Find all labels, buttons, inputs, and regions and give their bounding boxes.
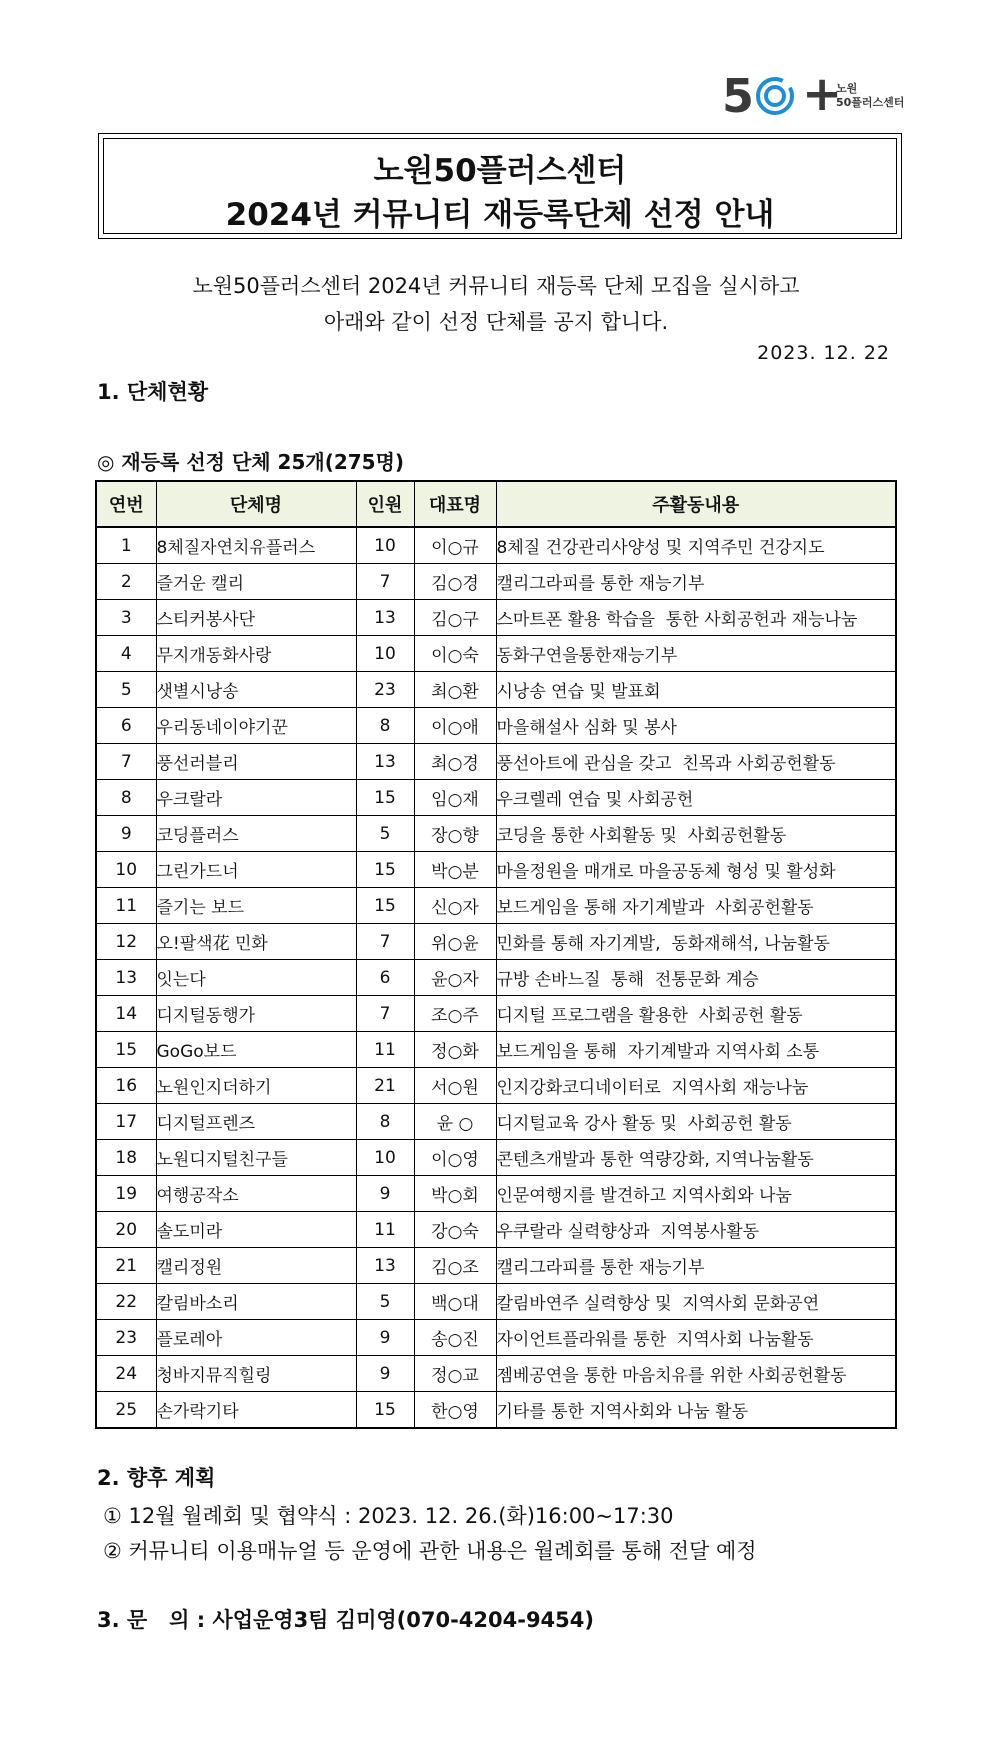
cell-no: 22 bbox=[96, 1284, 156, 1320]
cell-member-count: 15 bbox=[356, 1392, 414, 1429]
cell-member-count: 23 bbox=[356, 672, 414, 708]
table-row bbox=[96, 924, 896, 960]
cell-activity: 우크렐레 연습 및 사회공헌 bbox=[496, 780, 896, 816]
logo-number: 5 bbox=[722, 69, 755, 123]
section-3-contact: 3. 문 의 : 사업운영3팀 김미영(070-4204-9454) bbox=[97, 1608, 594, 1632]
plan-item-1: ① 12월 월례회 및 협약식 : 2023. 12. 26.(화)16:00~17:30 bbox=[103, 1504, 674, 1528]
cell-representative: 이○숙 bbox=[414, 636, 496, 672]
cell-activity: 마을해설사 심화 및 봉사 bbox=[496, 708, 896, 744]
cell-group-name: 스티커봉사단 bbox=[156, 600, 356, 636]
logo-line2: 50플러스센터 bbox=[836, 96, 905, 109]
table-row bbox=[96, 1320, 896, 1356]
cell-activity: 8체질 건강관리사양성 및 지역주민 건강지도 bbox=[496, 527, 896, 564]
cell-no: 23 bbox=[96, 1320, 156, 1356]
cell-representative: 윤 ○ bbox=[414, 1104, 496, 1140]
cell-representative: 정○교 bbox=[414, 1356, 496, 1392]
table-row bbox=[96, 708, 896, 744]
cell-member-count: 9 bbox=[356, 1356, 414, 1392]
cell-no: 2 bbox=[96, 564, 156, 600]
cell-group-name: 노원인지더하기 bbox=[156, 1068, 356, 1104]
cell-representative: 백○대 bbox=[414, 1284, 496, 1320]
cell-no: 20 bbox=[96, 1212, 156, 1248]
table-row bbox=[96, 600, 896, 636]
cell-group-name: 여행공작소 bbox=[156, 1176, 356, 1212]
cell-representative: 이○규 bbox=[414, 527, 496, 564]
cell-activity: 캘리그라피를 통한 재능기부 bbox=[496, 564, 896, 600]
section-2-heading: 2. 향후 계획 bbox=[97, 1466, 216, 1490]
cell-member-count: 5 bbox=[356, 1284, 414, 1320]
header-activity: 주활동내용 bbox=[496, 481, 896, 527]
title-line-1: 노원50플러스센터 bbox=[373, 153, 627, 189]
cell-group-name: 솔도미라 bbox=[156, 1212, 356, 1248]
cell-no: 15 bbox=[96, 1032, 156, 1068]
cell-member-count: 7 bbox=[356, 996, 414, 1032]
table-row bbox=[96, 1212, 896, 1248]
logo-text bbox=[836, 82, 904, 110]
cell-no: 9 bbox=[96, 816, 156, 852]
table-row bbox=[96, 672, 896, 708]
logo-ring-icon bbox=[752, 76, 798, 116]
header-name: 단체명 bbox=[156, 481, 356, 527]
header-rep: 대표명 bbox=[414, 481, 496, 527]
cell-no: 13 bbox=[96, 960, 156, 996]
cell-member-count: 13 bbox=[356, 600, 414, 636]
cell-activity: 기타를 통한 지역사회와 나눔 활동 bbox=[496, 1392, 896, 1429]
cell-group-name: 칼림바소리 bbox=[156, 1284, 356, 1320]
cell-representative: 김○구 bbox=[414, 600, 496, 636]
cell-activity: 마을정원을 매개로 마을공동체 형성 및 활성화 bbox=[496, 852, 896, 888]
cell-representative: 윤○자 bbox=[414, 960, 496, 996]
section-1-subheading: ◎ 재등록 선정 단체 25개(275명) bbox=[97, 450, 405, 474]
cell-member-count: 13 bbox=[356, 1248, 414, 1284]
table-header-row bbox=[96, 481, 896, 527]
cell-representative: 박○회 bbox=[414, 1176, 496, 1212]
cell-member-count: 21 bbox=[356, 1068, 414, 1104]
cell-no: 5 bbox=[96, 672, 156, 708]
table-row bbox=[96, 996, 896, 1032]
notice-date: 2023. 12. 22 bbox=[757, 342, 890, 364]
cell-member-count: 11 bbox=[356, 1212, 414, 1248]
cell-member-count: 6 bbox=[356, 960, 414, 996]
cell-activity: 보드게임을 통해 자기계발과 지역사회 소통 bbox=[496, 1032, 896, 1068]
cell-no: 10 bbox=[96, 852, 156, 888]
cell-member-count: 15 bbox=[356, 780, 414, 816]
cell-no: 8 bbox=[96, 780, 156, 816]
cell-member-count: 7 bbox=[356, 924, 414, 960]
cell-activity: 풍선아트에 관심을 갖고 친목과 사회공헌활동 bbox=[496, 744, 896, 780]
table-row bbox=[96, 1392, 896, 1429]
table-row bbox=[96, 960, 896, 996]
cell-representative: 정○화 bbox=[414, 1032, 496, 1068]
cell-group-name: 잇는다 bbox=[156, 960, 356, 996]
cell-group-name: 오!팔색花 민화 bbox=[156, 924, 356, 960]
cell-representative: 서○원 bbox=[414, 1068, 496, 1104]
title-line-2: 2024년 커뮤니티 재등록단체 선정 안내 bbox=[225, 197, 775, 233]
cell-group-name: GoGo보드 bbox=[156, 1032, 356, 1068]
center-logo bbox=[722, 66, 922, 123]
cell-no: 1 bbox=[96, 527, 156, 564]
logo-line1: 노원 bbox=[836, 82, 858, 95]
cell-member-count: 15 bbox=[356, 852, 414, 888]
cell-activity: 코딩을 통한 사회활동 및 사회공헌활동 bbox=[496, 816, 896, 852]
header-no: 연번 bbox=[96, 481, 156, 527]
table-row bbox=[96, 1140, 896, 1176]
cell-no: 11 bbox=[96, 888, 156, 924]
title-box bbox=[98, 133, 902, 239]
cell-group-name: 디지털동행가 bbox=[156, 996, 356, 1032]
cell-activity: 동화구연을통한재능기부 bbox=[496, 636, 896, 672]
cell-no: 24 bbox=[96, 1356, 156, 1392]
cell-member-count: 7 bbox=[356, 564, 414, 600]
cell-no: 4 bbox=[96, 636, 156, 672]
cell-member-count: 11 bbox=[356, 1032, 414, 1068]
cell-group-name: 즐거운 캘리 bbox=[156, 564, 356, 600]
table-row bbox=[96, 1104, 896, 1140]
cell-representative: 박○분 bbox=[414, 852, 496, 888]
cell-representative: 한○영 bbox=[414, 1392, 496, 1429]
cell-member-count: 9 bbox=[356, 1176, 414, 1212]
cell-group-name: 무지개동화사랑 bbox=[156, 636, 356, 672]
cell-member-count: 8 bbox=[356, 1104, 414, 1140]
cell-activity: 우쿠랄라 실력향상과 지역봉사활동 bbox=[496, 1212, 896, 1248]
cell-group-name: 즐기는 보드 bbox=[156, 888, 356, 924]
table-row bbox=[96, 1032, 896, 1068]
cell-group-name: 8체질자연치유플러스 bbox=[156, 527, 356, 564]
cell-activity: 인지강화코디네이터로 지역사회 재능나눔 bbox=[496, 1068, 896, 1104]
cell-activity: 디지털교육 강사 활동 및 사회공헌 활동 bbox=[496, 1104, 896, 1140]
table-row bbox=[96, 1356, 896, 1392]
cell-group-name: 손가락기타 bbox=[156, 1392, 356, 1429]
cell-representative: 장○향 bbox=[414, 816, 496, 852]
cell-member-count: 10 bbox=[356, 636, 414, 672]
plan-item-2: ② 커뮤니티 이용매뉴얼 등 운영에 관한 내용은 월례회를 통해 전달 예정 bbox=[103, 1539, 757, 1563]
table-row bbox=[96, 564, 896, 600]
logo-plus: + bbox=[802, 66, 843, 122]
cell-group-name: 노원디지털친구들 bbox=[156, 1140, 356, 1176]
table-row bbox=[96, 636, 896, 672]
table-row bbox=[96, 1176, 896, 1212]
cell-activity: 콘텐츠개발과 통한 역량강화, 지역나눔활동 bbox=[496, 1140, 896, 1176]
cell-representative: 최○환 bbox=[414, 672, 496, 708]
intro-line-2: 아래와 같이 선정 단체를 공지 합니다. bbox=[323, 310, 669, 334]
cell-group-name: 우리동네이야기꾼 bbox=[156, 708, 356, 744]
table-row bbox=[96, 780, 896, 816]
cell-activity: 캘리그라피를 통한 재능기부 bbox=[496, 1248, 896, 1284]
table-row bbox=[96, 888, 896, 924]
cell-member-count: 9 bbox=[356, 1320, 414, 1356]
cell-no: 18 bbox=[96, 1140, 156, 1176]
cell-representative: 이○영 bbox=[414, 1140, 496, 1176]
cell-activity: 시낭송 연습 및 발표회 bbox=[496, 672, 896, 708]
cell-representative: 임○재 bbox=[414, 780, 496, 816]
section-1-heading: 1. 단체현황 bbox=[97, 380, 209, 404]
cell-activity: 자이언트플라워를 통한 지역사회 나눔활동 bbox=[496, 1320, 896, 1356]
cell-representative: 조○주 bbox=[414, 996, 496, 1032]
cell-group-name: 풍선러블리 bbox=[156, 744, 356, 780]
cell-representative: 최○경 bbox=[414, 744, 496, 780]
cell-member-count: 5 bbox=[356, 816, 414, 852]
cell-group-name: 우크랄라 bbox=[156, 780, 356, 816]
header-count: 인원 bbox=[356, 481, 414, 527]
cell-no: 3 bbox=[96, 600, 156, 636]
cell-representative: 신○자 bbox=[414, 888, 496, 924]
cell-representative: 이○애 bbox=[414, 708, 496, 744]
cell-activity: 보드게임을 통해 자기계발과 사회공헌활동 bbox=[496, 888, 896, 924]
cell-member-count: 15 bbox=[356, 888, 414, 924]
cell-no: 12 bbox=[96, 924, 156, 960]
cell-member-count: 13 bbox=[356, 744, 414, 780]
cell-activity: 스마트폰 활용 학습을 통한 사회공헌과 재능나눔 bbox=[496, 600, 896, 636]
table-row bbox=[96, 1068, 896, 1104]
cell-activity: 민화를 통해 자기계발, 동화재해석, 나눔활동 bbox=[496, 924, 896, 960]
cell-member-count: 8 bbox=[356, 708, 414, 744]
cell-no: 7 bbox=[96, 744, 156, 780]
cell-no: 6 bbox=[96, 708, 156, 744]
cell-no: 16 bbox=[96, 1068, 156, 1104]
table-row bbox=[96, 852, 896, 888]
cell-group-name: 캘리정원 bbox=[156, 1248, 356, 1284]
cell-member-count: 10 bbox=[356, 1140, 414, 1176]
cell-no: 21 bbox=[96, 1248, 156, 1284]
cell-no: 17 bbox=[96, 1104, 156, 1140]
cell-activity: 규방 손바느질 통해 전통문화 계승 bbox=[496, 960, 896, 996]
cell-no: 19 bbox=[96, 1176, 156, 1212]
groups-table bbox=[95, 480, 897, 1429]
table-row bbox=[96, 744, 896, 780]
table-row bbox=[96, 527, 896, 564]
cell-group-name: 디지털프렌즈 bbox=[156, 1104, 356, 1140]
cell-activity: 칼림바연주 실력향상 및 지역사회 문화공연 bbox=[496, 1284, 896, 1320]
cell-group-name: 코딩플러스 bbox=[156, 816, 356, 852]
cell-group-name: 샛별시낭송 bbox=[156, 672, 356, 708]
table-row bbox=[96, 1248, 896, 1284]
cell-representative: 송○진 bbox=[414, 1320, 496, 1356]
cell-no: 25 bbox=[96, 1392, 156, 1429]
cell-activity: 디지털 프로그램을 활용한 사회공헌 활동 bbox=[496, 996, 896, 1032]
cell-member-count: 10 bbox=[356, 527, 414, 564]
cell-activity: 젬베공연을 통한 마음치유를 위한 사회공헌활동 bbox=[496, 1356, 896, 1392]
table-body bbox=[96, 527, 896, 1428]
cell-group-name: 플로레아 bbox=[156, 1320, 356, 1356]
title-inner-border bbox=[103, 138, 897, 234]
cell-representative: 김○조 bbox=[414, 1248, 496, 1284]
cell-activity: 인문여행지를 발견하고 지역사회와 나눔 bbox=[496, 1176, 896, 1212]
cell-representative: 김○경 bbox=[414, 564, 496, 600]
cell-group-name: 청바지뮤직힐링 bbox=[156, 1356, 356, 1392]
table-row bbox=[96, 816, 896, 852]
intro-line-1: 노원50플러스센터 2024년 커뮤니티 재등록 단체 모집을 실시하고 bbox=[192, 274, 800, 298]
cell-no: 14 bbox=[96, 996, 156, 1032]
cell-group-name: 그린가드너 bbox=[156, 852, 356, 888]
cell-representative: 위○윤 bbox=[414, 924, 496, 960]
cell-representative: 강○숙 bbox=[414, 1212, 496, 1248]
table-row bbox=[96, 1284, 896, 1320]
